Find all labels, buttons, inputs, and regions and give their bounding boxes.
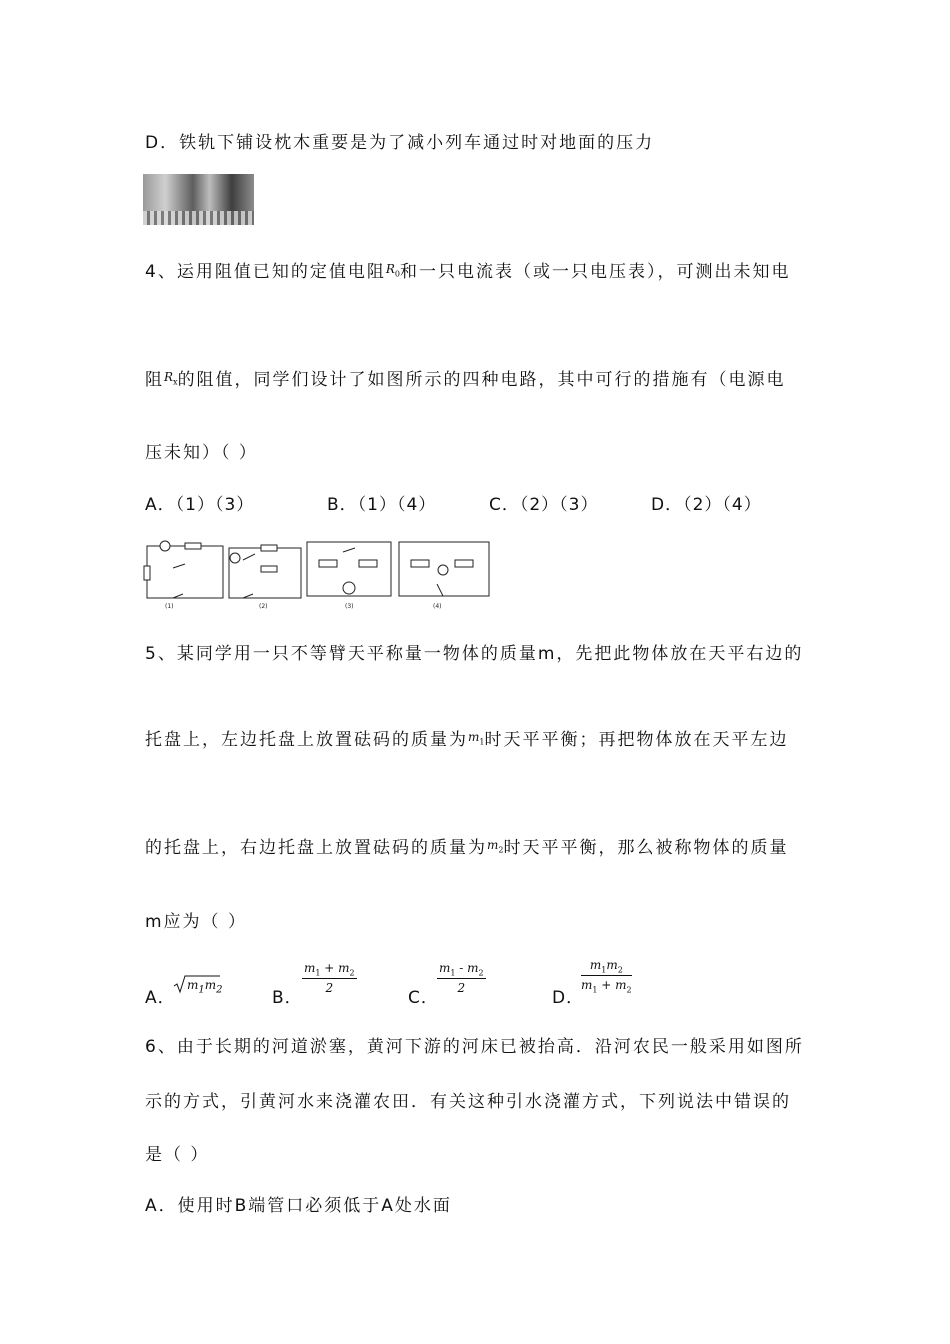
q6-line-1: 6、由于长期的河道淤塞，黄河下游的河床已被抬高．沿河农民一般采用如图所 — [145, 1037, 804, 1057]
rx-symbol: Rx — [164, 370, 178, 387]
q5-option-c-formula: $\frac{m_1 - m_2}{2}$ — [439, 961, 484, 996]
q4-line-1: 4、运用阻值已知的定值电阻$^{R_0}$和一只电流表（或一只电压表），可测出未知电 — [145, 262, 791, 282]
q5-line-1: 5、某同学用一只不等臂天平称量一物体的质量m，先把此物体放在天平右边的 — [145, 644, 804, 664]
circuit-diagrams — [143, 538, 493, 610]
q3-option-d: D．铁轨下铺设枕木重要是为了减小列车通过时对地面的压力 — [145, 133, 655, 153]
q4-option-b: B．（1）（4） — [327, 495, 437, 515]
circuit-4 — [399, 542, 489, 596]
q5-option-a-formula: $m_1m_2$ — [173, 974, 221, 997]
q4-option-d: D．（2）（4） — [651, 495, 762, 515]
q4-line-2: 阻$^{R_x}$的阻值，同学们设计了如图所示的四种电路，其中可行的措施有（电源电 — [145, 370, 786, 390]
circuit-2 — [229, 545, 301, 598]
q5-option-b-formula: $\frac{m_1 + m_2}{2}$ — [304, 961, 355, 996]
q5-line-3: 的托盘上，右边托盘上放置砝码的质量为$^{m_2}$时天平平衡，那么被称物体的质量 — [145, 838, 789, 858]
m2-symbol: m2 — [487, 838, 504, 855]
q5-option-a-label: A． — [145, 988, 176, 1008]
circuit-label-1: (1) — [165, 603, 174, 610]
q5-option-c-label: C． — [408, 988, 439, 1008]
q4-line-3: 压未知）（ ） — [145, 443, 258, 463]
r0-symbol: R0 — [385, 262, 400, 279]
q6-option-a: A．使用时B端管口必须低于A处水面 — [145, 1196, 452, 1216]
circuit-3 — [307, 542, 391, 596]
q5-option-b-label: B． — [272, 988, 303, 1008]
q5-line-4: m应为（ ） — [145, 912, 247, 932]
circuit-label-4: (4) — [433, 603, 442, 610]
circuit-label-2: (2) — [259, 603, 268, 610]
q4-option-c: C．（2）（3） — [489, 495, 599, 515]
circuit-label-3: (3) — [345, 603, 354, 610]
q4-option-a: A．（1）（3） — [145, 495, 255, 515]
q5-option-d-label: D． — [552, 988, 585, 1008]
circuit-1 — [144, 541, 223, 598]
q5-option-d-formula: $\frac{m_1m_2}{m_1 + m_2}$ — [581, 958, 632, 995]
m1-symbol: m1 — [468, 730, 485, 747]
q6-line-2: 示的方式，引黄河水来浇灌农田．有关这种引水浇灌方式，下列说法中错误的 — [145, 1092, 791, 1112]
q6-line-3: 是（ ） — [145, 1145, 210, 1165]
railway-photo — [143, 174, 254, 225]
q5-line-2: 托盘上，左边托盘上放置砝码的质量为$^{m_1}$时天平平衡；再把物体放在天平左边 — [145, 730, 789, 750]
